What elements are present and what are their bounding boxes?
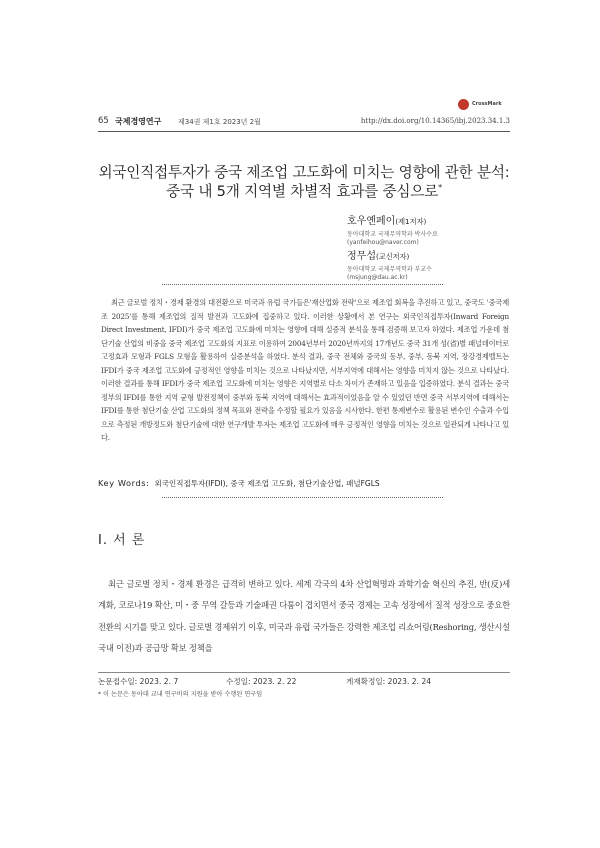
accepted-date: 게재확정일: 2023. 2. 24 [346,677,432,686]
header-divider [98,131,510,132]
volume-issue: 제34권 제1호 2023년 2월 [178,117,261,126]
author-block [347,212,517,246]
keywords [98,478,380,489]
crossmark-label: CrossMark [472,101,502,107]
author-email[interactable]: (msjung@dau.ac.kr) [347,274,408,281]
journal-name: 국제경영연구 [115,117,162,126]
paper-title-line-1: 외국인직접투자가 중국 제조업 고도화에 미치는 영향에 관한 분석: [98,164,510,181]
body-paragraph: 최근 글로벌 정치・경제 환경은 급격히 변하고 있다. 세계 각국의 4차 산업혁명과 과학기술 혁신의 추진, 반(反)세계화, 코로나19 확산, 미・중 무역 갈등과 기술패권 다툼이 겹치면서 중국 경제는 고속 성장에서 질적 성장으로 중요한 전환의 시기를 맞고 있다. 글로벌 경제위기 이후, 미국과 유럽 국가들은 강력한 제조업 리쇼어링(Reshoring, 생산시설 국내 이전)과 공급망 확보 정책을 [98,579,510,654]
received-date: 논문접수일: 2023. 2. 7 [98,677,179,686]
doi-link[interactable]: http://dx.doi.org/10.14365/ibj.2023.34.1.3 [360,117,510,125]
title-footnote-mark: * [438,183,442,193]
paper-title-text: 중국 내 5개 지역별 차별적 효과를 중심으로 [166,183,439,200]
footnote-dates [98,676,510,688]
abstract-bottom-divider [162,497,443,498]
running-header [98,116,510,128]
page-number: 65 [98,116,109,126]
revised-date: 수정일: 2023. 2. 22 [226,677,297,686]
keywords-value: 외국인직접투자(IFDI), 중국 제조업 고도화, 첨단기술산업, 패널FGLS [154,479,380,488]
author-role: (교신저자) [375,252,410,261]
author-affiliation: 동아대학교 국제무역학과 박사수료 [347,231,438,238]
paper-title-line-2 [98,180,510,201]
author-role: (제1저자) [395,217,427,226]
author-block [347,247,517,281]
crossmark-icon [458,99,469,110]
abstract-text: 최근 글로벌 정치・경제 환경의 대전환으로 미국과 유럽 국가들은'재산업화 전략'으로 제조업 회복을 추진하고 있고, 중국도 '중국제조 2025'를 통해 제조업의 질적 발전과 고도화에 집중하고 있다. 이러한 상황에서 본 연구는 외국인직접투자(Inward Foreign Direct Investment, IFDI)가 중국 제조업 고도화에 미치는 영향에 대해 실증적 분석을 통해 검증해 보고자 하였다. 제조업 가운데 첨단기술 산업의 비중을 중국 제조업 고도화의 지표로 이용하여 2004년부터 2020년까지의 17개년도 중국 31개 성(省)별 패널데이터로 고정효과 모형과 FGLS 모형을 활용하여 실증분석을 하였다. 분석 결과, 중국 전체와 중국의 동부, 중부, 동북 지역, 장강경제벨트는 IFDI가 중국 제조업 고도화에 긍정적인 영향을 미치는 것으로 나타났지만, 서부지역에 대해서는 영향을 미치지 않는 것으로 나타났다. 이러한 결과를 통해 IFDI가 중국 제조업 고도화에 미치는 영향은 지역별로 다소 차이가 존재하고 있음을 입증하였다. 분석 결과는 중국 정부의 IFDI를 통한 지역 균형 발전정책이 중부와 동북 지역에 대해서는 효과적이었음을 알 수 있었던 반면 중국 서부지역에 대해서는 IFDI를 통한 첨단기술 산업 고도화의 정책 목표와 전략을 수정할 필요가 있음을 시사한다. 한편 통제변수로 활용된 변수인 수출과 수입으로 측정된 개방정도와 첨단기술에 대한 연구개발 투자는 제조업 고도화에 매우 긍정적인 영향을 미치는 것으로 일관되게 나타나고 있다. [101,298,509,443]
author-name: 호우옌페이 [347,216,396,227]
author-email[interactable]: (yanfeihou@naver.com) [347,239,419,246]
abstract-top-divider [162,284,443,285]
author-name: 정무섭 [347,251,376,262]
author-affiliation: 동아대학교 국제무역학과 부교수 [347,266,432,273]
section-heading: Ⅰ. 서 론 [98,533,146,548]
footnote-divider [98,672,510,673]
funding-note: * 이 논문은 동아대 교내 연구비의 지원을 받아 수행된 연구임 [98,691,263,698]
keywords-label: Key Words: [98,478,150,488]
